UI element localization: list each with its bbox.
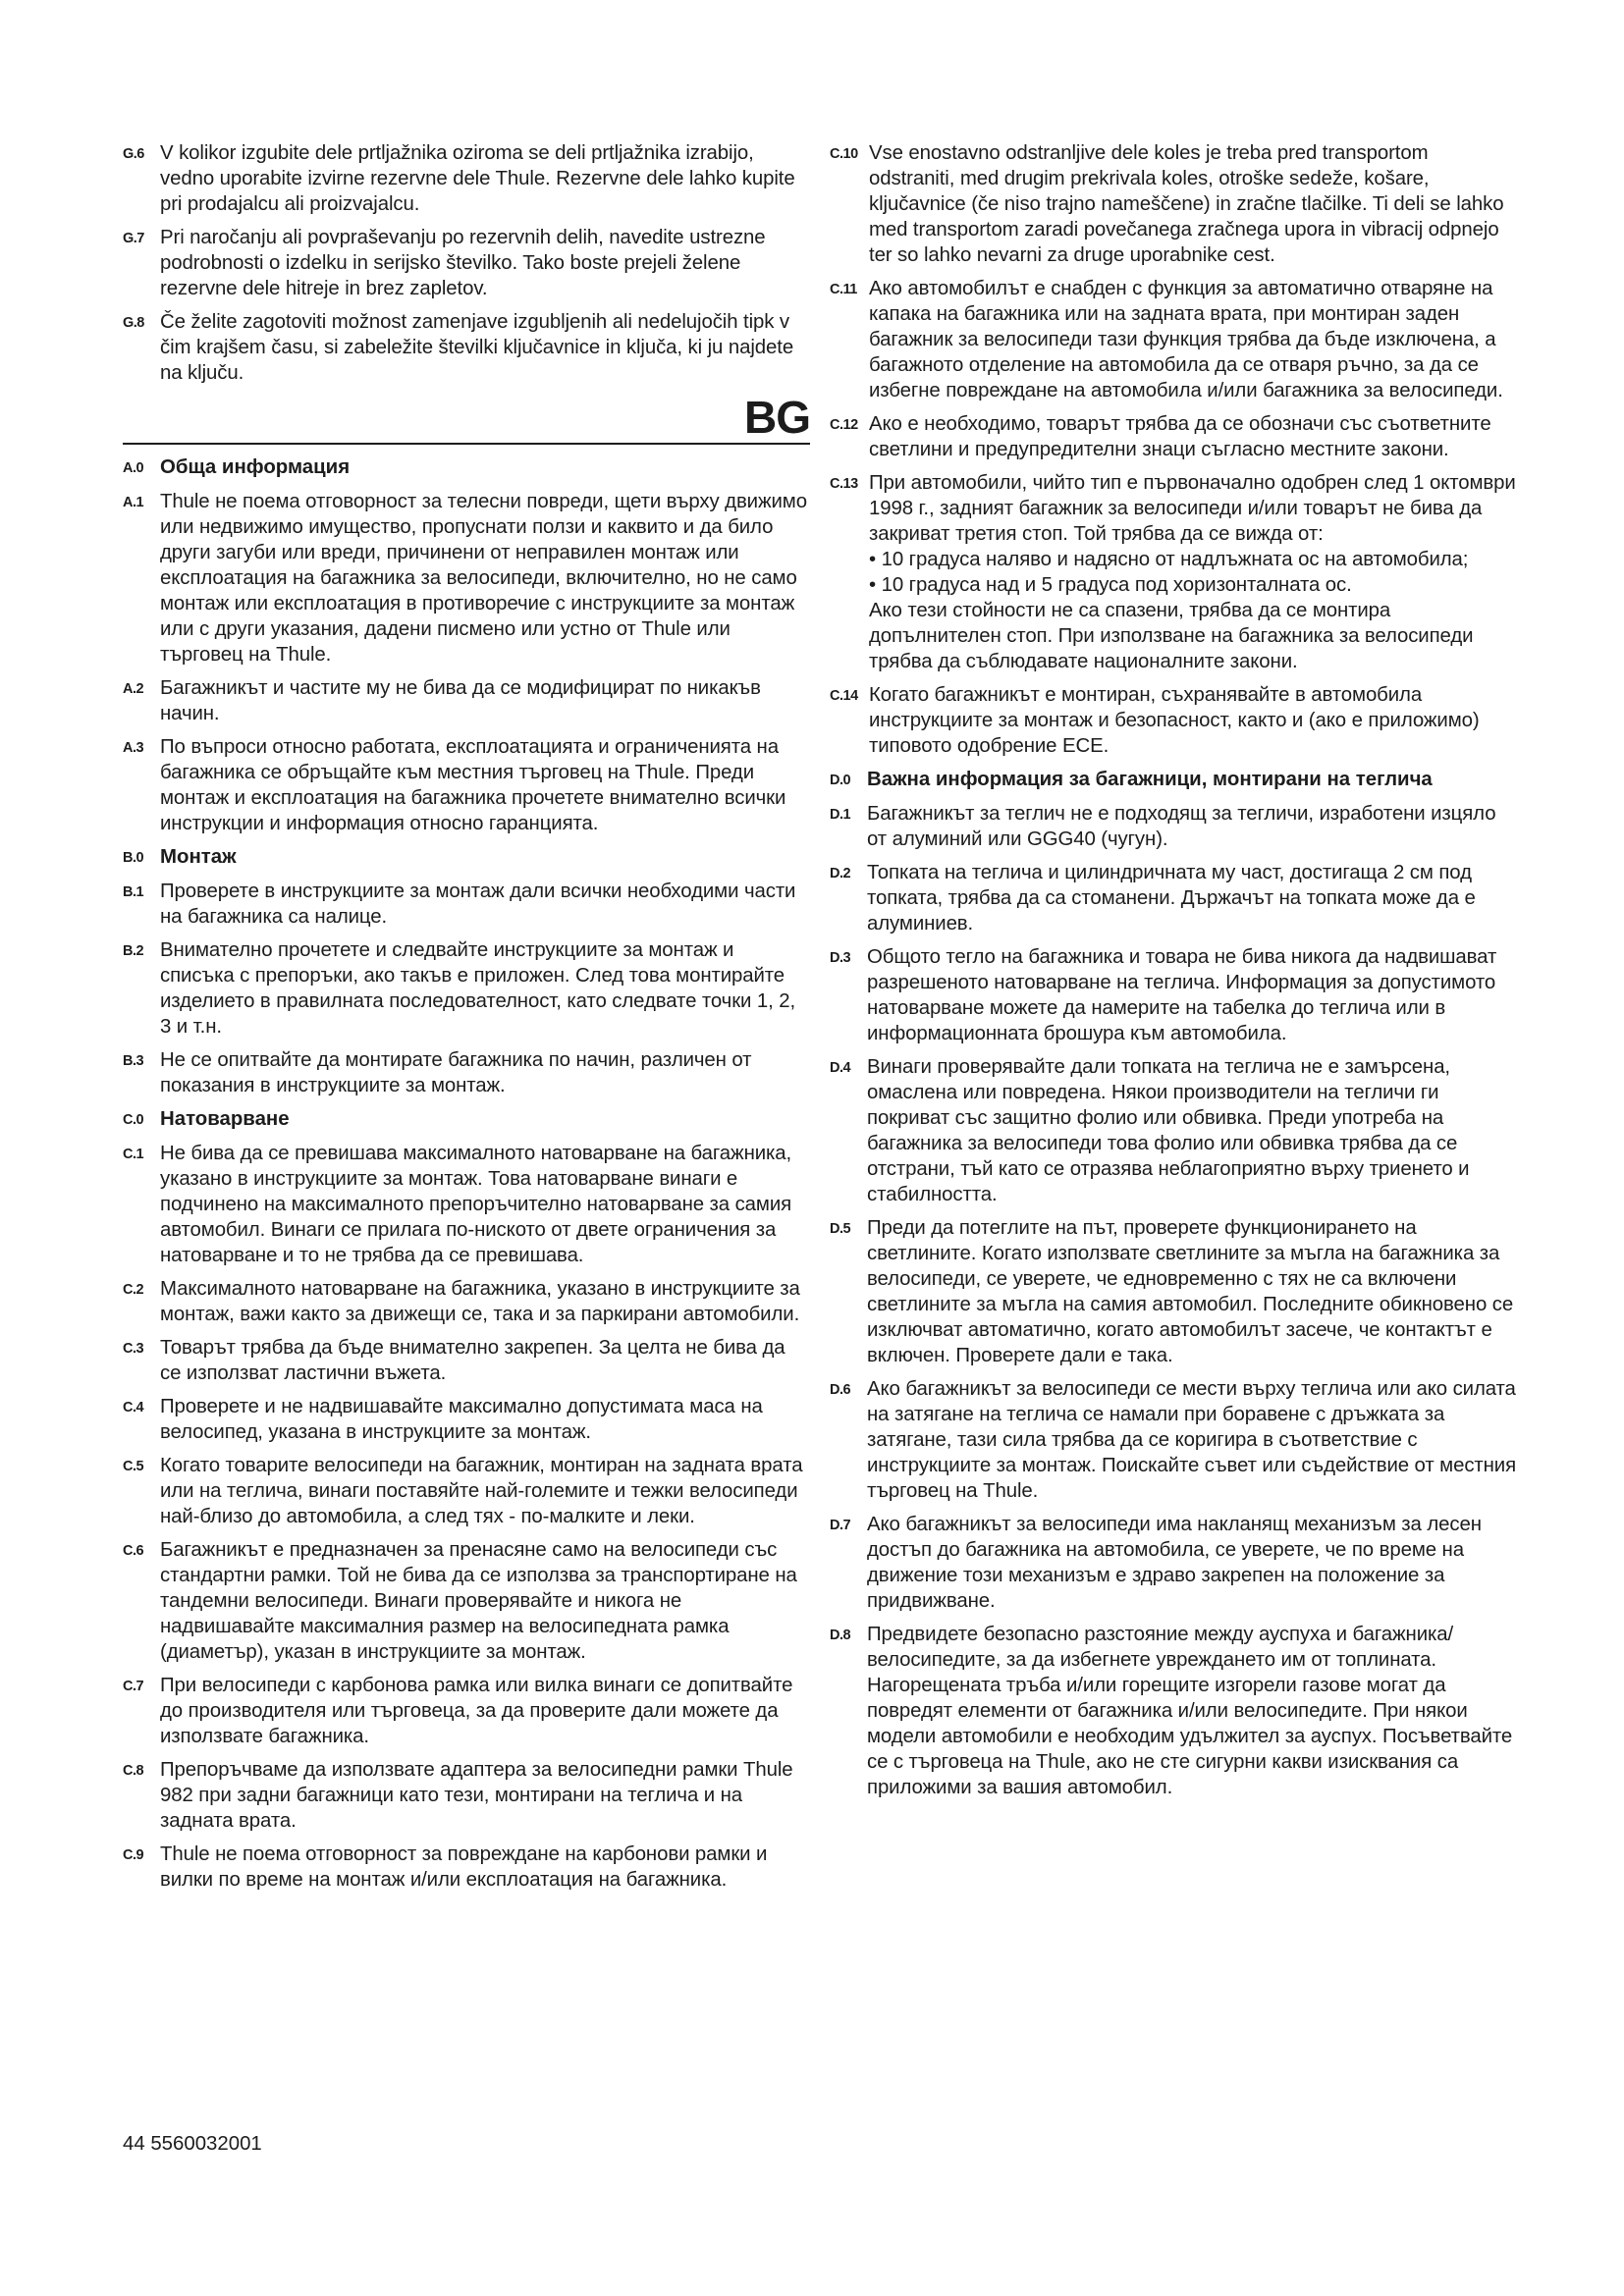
item-text: Ако багажникът за велосипеди има накланящ механизъм за лесен достъп до багажника на автомобила, се уверете, че по време на движение този механизъм е здраво закрепен на положение за придвижване. (867, 1514, 1482, 1612)
list-item-c14 (830, 682, 1517, 759)
item-text: Pri naročanju ali povpraševanju po rezervnih delih, navedite ustrezne podrobnosti o izdelku in serijsko številko. Tako boste prejeli želene rezervne dele hitreje in brez zapletov. (160, 227, 766, 299)
page-footer: 44 5560032001 (123, 2133, 262, 2155)
language-header (123, 394, 810, 445)
list-item (123, 489, 810, 667)
section-title: Натоварване (160, 1108, 290, 1130)
section-title: Монтаж (160, 846, 237, 868)
list-item (123, 937, 810, 1040)
item-text: Препоръчваме да използвате адаптера за велосипедни рамки Thule 982 при задни багажници като тези, монтирани на теглича и на задната врата. (160, 1759, 793, 1832)
item-text: Не бива да се превишава максималното натоварване на багажника, указано в инструкциите за монтаж. Това натоварване винаги е подчинено на максималното препоръчително натоварване за самия автомобил. Винаги се прилага по-ниското от двете ограничения за натоварване и то не трябва да се превишава. (160, 1143, 792, 1266)
section-number: B.0 (123, 850, 144, 866)
item-number: A.1 (123, 495, 144, 510)
item-text: Проверете в инструкциите за монтаж дали всички необходими части на багажника са налице. (160, 881, 796, 928)
item-number: B.2 (123, 943, 144, 959)
item-number: D.1 (830, 807, 851, 823)
section-number: C.0 (123, 1112, 144, 1128)
list-item (123, 1537, 810, 1665)
item-number: G.7 (123, 231, 144, 246)
list-item (830, 1215, 1517, 1368)
left-column (123, 140, 810, 1900)
item-text: Когато багажникът е монтиран, съхранявайте в автомобила инструкциите за монтаж и безопасност, както и (ако е приложимо) типовото одобрение ЕСЕ. (869, 684, 1480, 757)
item-number: C.12 (830, 417, 858, 433)
section-c-heading (123, 1106, 810, 1133)
item-number: D.3 (830, 950, 851, 966)
c13-outro: Ако тези стойности не са спазени, трябва да се монтира допълнителен стоп. При използване на багажника за велосипеди трябва да съблюдавате националните закони. (869, 600, 1474, 672)
c13-intro: При автомобили, чийто тип е първоначално одобрен след 1 октомври 1998 г., задният багажник за велосипеди и/или товарът не бива да закриват третия стоп. Той трябва да се вижда от: (869, 472, 1516, 545)
item-text: Ако е необходимо, товарът трябва да се обозначи със съответните светлини и предупредителни знаци съгласно местните закони. (869, 413, 1491, 460)
list-item (123, 1673, 810, 1749)
item-text: Thule не поема отговорност за телесни повреди, щети върху движимо или недвижимо имущество, пропуснати ползи и каквито и да било други загуби или вреди, причинени от неправилен монтаж или експлоатация на багажника за велосипеди, включително, но не само монтаж или експлоатация в противоречие с инструкциите за монтаж или с други указания, дадени писмено или устно от Thule или търговец на Thule. (160, 491, 807, 666)
section-number: A.0 (123, 460, 144, 476)
item-number: C.9 (123, 1847, 144, 1863)
item-text: Максималното натоварване на багажника, указано в инструкциите за монтаж, важи както за движещи се, така и за паркирани автомобили. (160, 1278, 800, 1325)
list-item (830, 1622, 1517, 1800)
item-text: Преди да потеглите на път, проверете функционирането на светлините. Когато използвате светлините за мъгла на багажника за велосипеди, се уверете, че едновременно с тях не са включени светлините за мъгла на самия автомобил. Последните обикновено се изключват автоматично, когато автомобилът засече, че контактът е включен. Проверете дали е така. (867, 1217, 1514, 1366)
item-text: Когато товарите велосипеди на багажник, монтиран на задната врата или на теглича, винаги поставяйте най-големите и тежки велосипеди най-близо до автомобила, а след тях - по-малките и леки. (160, 1455, 803, 1527)
item-number: C.2 (123, 1282, 144, 1298)
section-title: Важна информация за багажници, монтирани на теглича (867, 769, 1433, 790)
list-item (123, 1757, 810, 1834)
item-number: D.5 (830, 1221, 851, 1237)
item-number: A.3 (123, 740, 144, 756)
item-number: C.4 (123, 1400, 144, 1415)
section-a-heading (123, 454, 810, 481)
list-item (123, 1453, 810, 1529)
section-divider (123, 443, 810, 445)
item-text: Общото тегло на багажника и товара не бива никога да надвишават разрешеното натоварване на теглича. Информация за допустимото натоварване можете да намерите на табелка до теглича или в информационната брошура към автомобила. (867, 946, 1497, 1044)
section-b-items (123, 879, 810, 1098)
list-item (830, 860, 1517, 936)
section-a-items (123, 489, 810, 836)
g-items (123, 140, 810, 386)
list-item (123, 1335, 810, 1386)
item-text: Товарът трябва да бъде внимателно закрепен. За целта не бива да се използват ластични въжета. (160, 1337, 785, 1384)
c-items-continued (830, 140, 1517, 462)
list-item (123, 140, 810, 217)
list-item (123, 225, 810, 301)
item-text: По въпроси относно работата, експлоатацията и ограниченията на багажника се обръщайте към местния търговец на Thule. Преди монтаж и експлоатация на багажника прочетете внимателно всички инструкции и информация относно гаранцията. (160, 736, 786, 834)
language-code: BG (744, 392, 810, 443)
section-d-items (830, 801, 1517, 1800)
item-text: Винаги проверявайте дали топката на теглича не е замърсена, омаслена или повредена. Някои производители на тегличи ги покриват със защитно фолио или обвивка. Преди употреба на багажника за велосипеди това фолио или обвивка трябва да се отстрани, тъй като се отразява неблагоприятно върху триенето и стабилността. (867, 1056, 1470, 1205)
item-text: V kolikor izgubite dele prtljažnika oziroma se deli prtljažnika izrabijo, vedno uporabite izvirne rezervne dele Thule. Rezervne dele lahko kupite pri prodajalcu ali proizvajalcu. (160, 142, 795, 215)
item-number: C.11 (830, 282, 857, 297)
list-item (830, 140, 1517, 268)
list-item (123, 675, 810, 726)
item-number: C.8 (123, 1763, 144, 1779)
item-number: C.7 (123, 1679, 144, 1694)
item-text: При велосипеди с карбонова рамка или вилка винаги се допитвайте до производителя или търговеца, за да проверите дали можете да използвате багажника. (160, 1675, 793, 1747)
item-text: Багажникът и частите му не бива да се модифицират по никакъв начин. (160, 677, 761, 724)
item-number: G.6 (123, 146, 144, 162)
item-number: C.3 (123, 1341, 144, 1357)
item-text: Багажникът за теглич не е подходящ за тегличи, изработени изцяло от алуминий или GGG40 (чугун). (867, 803, 1496, 850)
list-item (123, 1842, 810, 1893)
item-text (869, 470, 1517, 674)
list-item (830, 411, 1517, 462)
list-item (830, 1054, 1517, 1207)
list-item (830, 944, 1517, 1046)
item-number: D.2 (830, 866, 851, 881)
section-c-items (123, 1141, 810, 1893)
item-text: Če želite zagotoviti možnost zamenjave izgubljenih ali nedelujočih tipk v čim krajšem času, si zabeležite številki ključavnice in ključa, ki ju najdete na ključu. (160, 311, 794, 384)
item-number: D.8 (830, 1628, 851, 1643)
list-item (123, 1276, 810, 1327)
item-text: Топката на теглича и цилиндричната му част, достигаща 2 см под топката, трябва да са стоманени. Държачът на топката може да е алуминиев. (867, 862, 1476, 934)
list-item (830, 276, 1517, 403)
list-item (123, 1394, 810, 1445)
section-number: D.0 (830, 773, 851, 788)
item-text: Багажникът е предназначен за пренасяне само на велосипеди със стандартни рамки. Той не бива да се използва за транспортиране на тандемни велосипеди. Винаги проверявайте и никога не надвишавайте максималния размер на велосипедната рамка (диаметър), указан в инструкциите за монтаж. (160, 1539, 797, 1663)
list-item (830, 801, 1517, 852)
c13-bullet-1: • 10 градуса наляво и надясно от надлъжната ос на автомобила; (869, 549, 1469, 570)
item-number: B.1 (123, 884, 144, 900)
section-d-heading (830, 767, 1517, 793)
item-number: B.3 (123, 1053, 144, 1069)
item-text: Внимателно прочетете и следвайте инструкциите за монтаж и списъка с препоръки, ако такъв е приложен. След това монтирайте изделието в правилната последователност, като следвате точки 1, 2, 3 и т.н. (160, 939, 796, 1038)
item-number: G.8 (123, 315, 144, 331)
list-item (123, 734, 810, 836)
item-text: Vse enostavno odstranljive dele koles je treba pred transportom odstraniti, med drugim prekrivala koles, otroške sedeže, košare, ključavnice (če niso trajno nameščene) in zračne tlačilke. Ti deli se lahko med transportom zaradi povečanega zračnega upora in vibracij odpnejo ter so lahko nevarni za druge uporabnike cest. (869, 142, 1504, 266)
item-text: Ако багажникът за велосипеди се мести върху теглича или ако силата на затягане на теглича се намали при боравене с дръжката за затягане, тази сила трябва да се коригира в съответствие с инструкциите за монтаж. Поискайте съвет или съдействие от местния търговец на Thule. (867, 1378, 1517, 1502)
c13-bullet-2: • 10 градуса над и 5 градуса под хоризонталната ос. (869, 574, 1352, 596)
item-number: A.2 (123, 681, 144, 697)
list-item (123, 309, 810, 386)
list-item-c13 (830, 470, 1517, 674)
list-item (830, 1376, 1517, 1504)
item-number: D.4 (830, 1060, 851, 1076)
list-item (123, 1047, 810, 1098)
item-text: Не се опитвайте да монтирате багажника по начин, различен от показания в инструкциите за монтаж. (160, 1049, 752, 1096)
item-text: Ако автомобилът е снабден с функция за автоматично отваряне на капака на багажника или на задната врата, при монтиран заден багажник за велосипеди тази функция трябва да бъде изключена, а багажното отделение на автомобила да се отваря ръчно, за да се избегне повреждане на автомобила и/или багажника за велосипеди. (869, 278, 1503, 401)
item-number: C.14 (830, 688, 858, 704)
item-number: C.13 (830, 476, 858, 492)
item-number: C.1 (123, 1147, 144, 1162)
list-item (123, 879, 810, 930)
item-number: C.5 (123, 1459, 144, 1474)
item-text: Предвидете безопасно разстояние между ауспуха и багажника/велосипедите, за да избегнете увреждането им от топлината. Нагорещената тръба и/или горещите изгорели газове могат да повредят елементи от багажника и/или велосипедите. При някои модели автомобили е необходим удължител за ауспух. Посъветвайте се с търговеца на Thule, ако не сте сигурни какви изисквания са приложими за вашия автомобил. (867, 1624, 1513, 1798)
item-text: Проверете и не надвишавайте максимално допустимата маса на велосипед, указана в инструкциите за монтаж. (160, 1396, 763, 1443)
right-column (830, 140, 1517, 1808)
item-text: Thule не поема отговорност за повреждане на карбонови рамки и вилки по време на монтаж и/или експлоатация на багажника. (160, 1843, 768, 1891)
section-b-heading (123, 844, 810, 871)
item-number: D.6 (830, 1382, 851, 1398)
section-title: Обща информация (160, 456, 351, 478)
list-item (123, 1141, 810, 1268)
item-number: C.10 (830, 146, 858, 162)
list-item (830, 1512, 1517, 1614)
item-number: D.7 (830, 1518, 851, 1533)
item-number: C.6 (123, 1543, 144, 1559)
